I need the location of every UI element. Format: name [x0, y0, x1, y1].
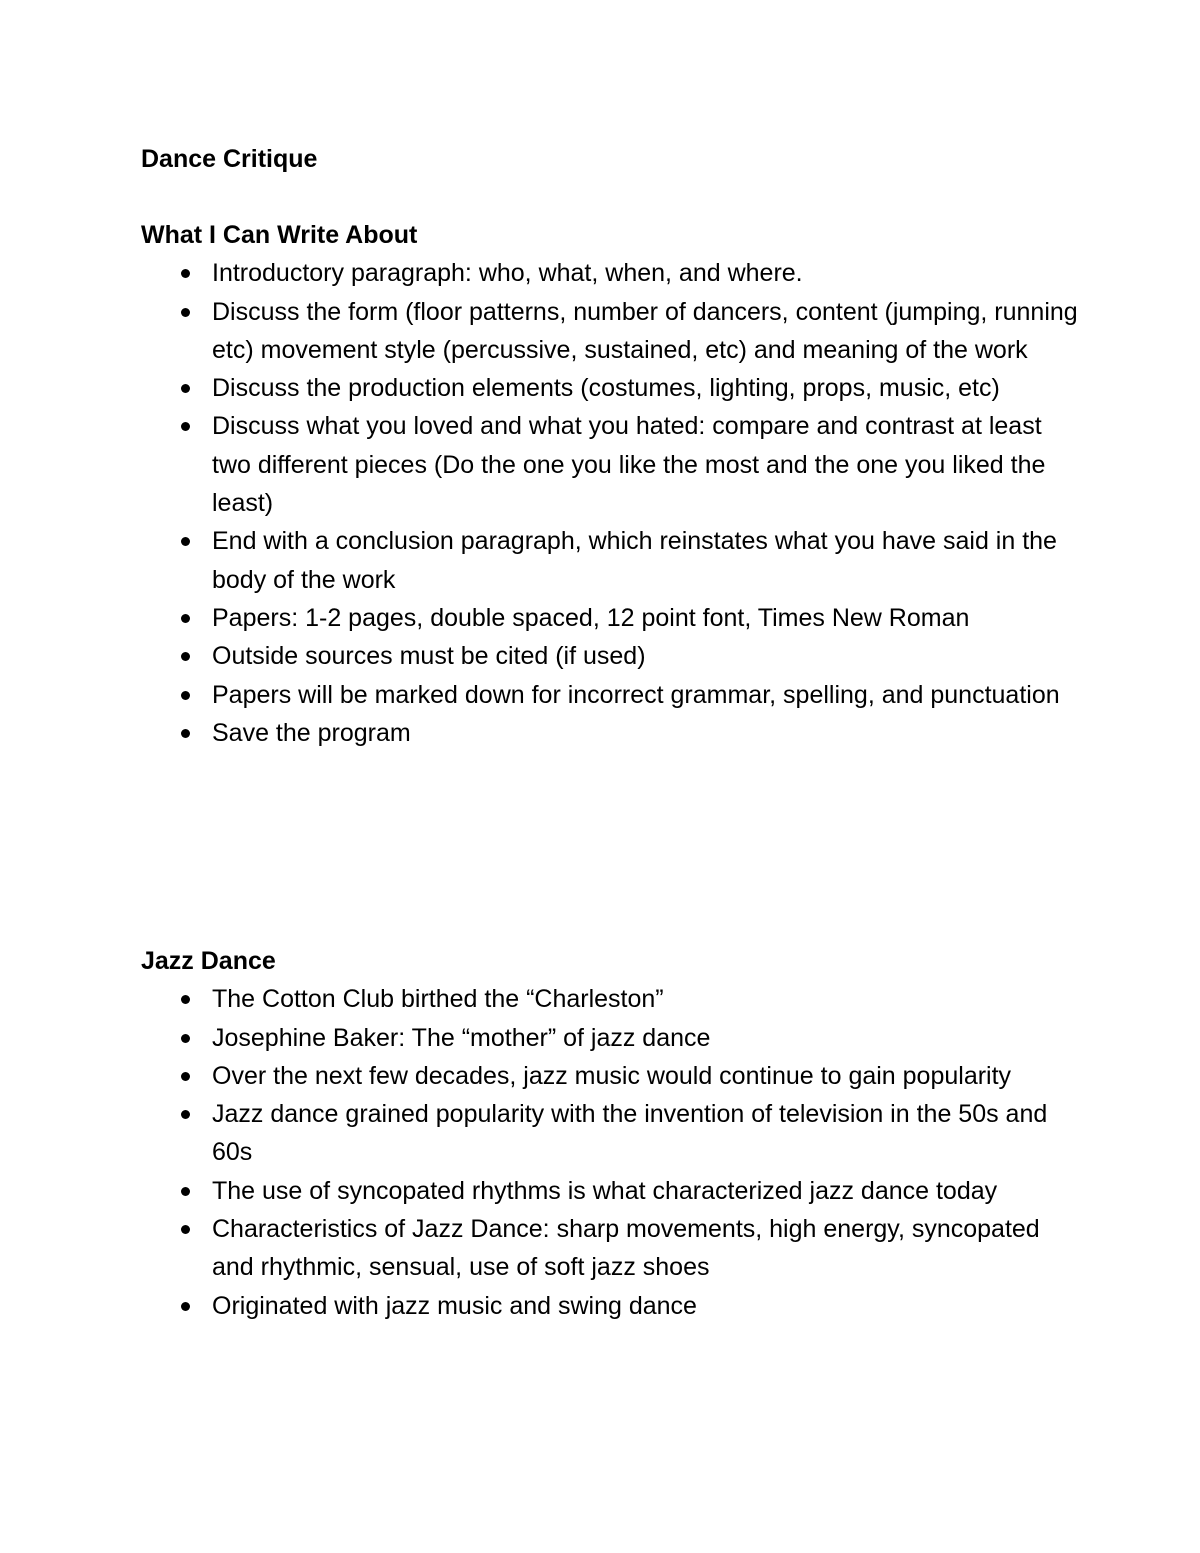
list-item-text: Discuss the production elements (costumes, lighting, props, music, etc): [212, 374, 1000, 403]
list-item: [212, 1095, 1081, 1172]
list-item-text: Discuss the form (floor patterns, number of dancers, content (jumping, running etc) movement style (percussive, sustained, etc) and meaning of the work: [212, 297, 1078, 364]
list-item-text: Josephine Baker: The “mother” of jazz dance: [212, 1023, 711, 1052]
bullet-icon: [181, 1187, 190, 1196]
bullet-icon: [181, 1072, 190, 1081]
list-item: [212, 369, 1081, 407]
document-title: Dance Critique: [141, 145, 318, 173]
list-item-text: End with a conclusion paragraph, which reinstates what you have said in the body of the work: [212, 527, 1057, 594]
list-item: [212, 1172, 1081, 1210]
list-item-text: Outside sources must be cited (if used): [212, 642, 646, 671]
bullet-icon: [181, 1302, 190, 1311]
list-item: [212, 254, 1081, 292]
bullet-icon: [181, 995, 190, 1004]
section-jazz-dance: [141, 942, 1081, 1325]
list-item: [212, 522, 1081, 599]
list-item-text: Jazz dance grained popularity with the invention of television in the 50s and 60s: [212, 1100, 1048, 1167]
bullet-icon: [181, 729, 190, 738]
list-item: [212, 1210, 1081, 1287]
list-item-text: Originated with jazz music and swing dance: [212, 1291, 697, 1320]
list-item-text: The use of syncopated rhythms is what characterized jazz dance today: [212, 1176, 998, 1205]
list-item-text: Characteristics of Jazz Dance: sharp movements, high energy, syncopated and rhythmic, sensual, use of soft jazz shoes: [212, 1215, 1040, 1282]
list-item-text: Papers will be marked down for incorrect grammar, spelling, and punctuation: [212, 680, 1060, 709]
bullet-icon: [181, 1225, 190, 1234]
list-item: [212, 293, 1081, 370]
list-item-text: Discuss what you loved and what you hated: compare and contrast at least two different pieces (Do the one you like the most and the one you liked the least): [212, 412, 1046, 518]
list-item: [212, 599, 1081, 637]
section-heading: Jazz Dance: [141, 947, 276, 975]
list-item: [212, 637, 1081, 675]
list-item: [212, 407, 1081, 522]
list-item-text: The Cotton Club birthed the “Charleston”: [212, 985, 664, 1014]
list-item: [212, 714, 1081, 752]
list-item: [212, 676, 1081, 714]
bullet-icon: [181, 308, 190, 317]
list-item-text: Papers: 1-2 pages, double spaced, 12 point font, Times New Roman: [212, 603, 970, 632]
bullet-list: [141, 254, 1081, 752]
section-what-i-can-write-about: [141, 216, 1081, 752]
list-item-text: Save the program: [212, 718, 411, 747]
bullet-icon: [181, 537, 190, 546]
bullet-icon: [181, 269, 190, 278]
list-item-text: Introductory paragraph: who, what, when, and where.: [212, 259, 803, 288]
bullet-icon: [181, 384, 190, 393]
bullet-icon: [181, 1034, 190, 1043]
list-item: [212, 1057, 1081, 1095]
bullet-icon: [181, 1110, 190, 1119]
bullet-icon: [181, 422, 190, 431]
bullet-icon: [181, 614, 190, 623]
list-item-text: Over the next few decades, jazz music would continue to gain popularity: [212, 1061, 1012, 1090]
list-item: [212, 1287, 1081, 1325]
list-item: [212, 1019, 1081, 1057]
section-heading: What I Can Write About: [141, 221, 418, 249]
bullet-list: [141, 980, 1081, 1325]
bullet-icon: [181, 652, 190, 661]
bullet-icon: [181, 691, 190, 700]
list-item: [212, 980, 1081, 1018]
